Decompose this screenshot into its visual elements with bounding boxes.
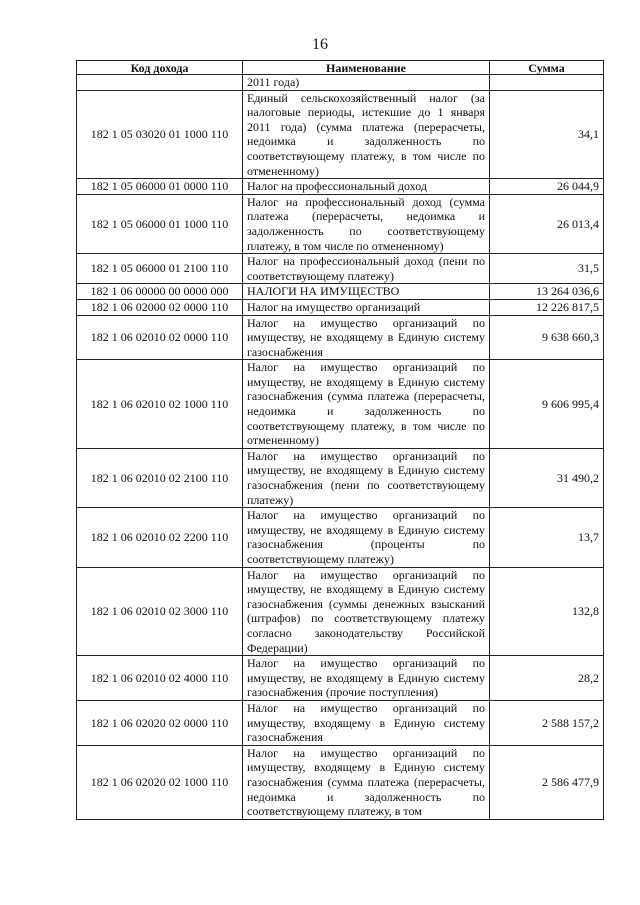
income-name: Налог на имущество организаций по имуществу, входящему в Единую систему газоснабжения — [243, 700, 490, 745]
income-name: Налог на имущество организаций по имуществу, не входящему в Единую систему газоснабжения (суммы денежных взысканий (штрафов) по соответствующему платежу согласно законодательству Российской Федерации) — [243, 567, 490, 656]
page-number: 16 — [312, 36, 328, 53]
table-row — [77, 315, 604, 360]
income-code: 182 1 05 06000 01 2100 110 — [77, 254, 243, 284]
income-name: Единый сельскохозяйственный налог (за налоговые периоды, истекшие до 1 января 2011 года) (сумма платежа (перерасчеты, недоимка и задолженность по соответствующему платежу, в том числе по отмененному) — [243, 90, 490, 179]
table-row — [77, 299, 604, 315]
income-code: 182 1 06 00000 00 0000 000 — [77, 284, 243, 300]
table-row — [77, 75, 604, 91]
header-code: Код дохода — [77, 61, 243, 75]
income-name: Налог на имущество организаций по имуществу, не входящему в Единую систему газоснабжения — [243, 315, 490, 360]
table-row — [77, 90, 604, 179]
income-code: 182 1 05 06000 01 0000 110 — [77, 179, 243, 195]
income-sum: 28,2 — [490, 656, 604, 701]
table-row — [77, 179, 604, 195]
income-sum: 2 586 477,9 — [490, 745, 604, 819]
table-row — [77, 284, 604, 300]
header-name: Наименование — [243, 61, 490, 75]
table-header-row — [77, 61, 604, 75]
income-code: 182 1 05 03020 01 1000 110 — [77, 90, 243, 179]
income-name: Налог на имущество организаций — [243, 299, 490, 315]
table-row — [77, 656, 604, 701]
income-name: Налог на имущество организаций по имуществу, входящему в Единую систему газоснабжения (сумма платежа (перерасчеты, недоимка и задолженность по соответствующему платежу, в том — [243, 745, 490, 819]
income-sum: 26 044,9 — [490, 179, 604, 195]
table-row — [77, 194, 604, 253]
income-sum: 31 490,2 — [490, 448, 604, 507]
income-name: НАЛОГИ НА ИМУЩЕСТВО — [243, 284, 490, 300]
income-sum: 2 588 157,2 — [490, 700, 604, 745]
income-sum: 9 638 660,3 — [490, 315, 604, 360]
header-sum: Сумма — [490, 61, 604, 75]
income-name: Налог на профессиональный доход (сумма платежа (перерасчеты, недоимка и задолженность по соответствующему платежу, в том числе по отмененному) — [243, 194, 490, 253]
table-row — [77, 448, 604, 507]
income-sum: 9 606 995,4 — [490, 360, 604, 449]
income-code: 182 1 06 02020 02 0000 110 — [77, 700, 243, 745]
income-code: 182 1 06 02000 02 0000 110 — [77, 299, 243, 315]
table-row — [77, 360, 604, 449]
income-code — [77, 75, 243, 91]
income-name: Налог на имущество организаций по имуществу, не входящему в Единую систему газоснабжения (проценты по соответствующему платежу) — [243, 508, 490, 567]
table-row — [77, 700, 604, 745]
income-code: 182 1 06 02010 02 1000 110 — [77, 360, 243, 449]
income-code: 182 1 05 06000 01 1000 110 — [77, 194, 243, 253]
income-name: Налог на имущество организаций по имуществу, не входящему в Единую систему газоснабжения (прочие поступления) — [243, 656, 490, 701]
income-code: 182 1 06 02020 02 1000 110 — [77, 745, 243, 819]
income-code: 182 1 06 02010 02 2100 110 — [77, 448, 243, 507]
table-row — [77, 254, 604, 284]
income-sum — [490, 75, 604, 91]
table-row — [77, 745, 604, 819]
income-name: Налог на имущество организаций по имуществу, не входящему в Единую систему газоснабжения (сумма платежа (перерасчеты, недоимка и задолженность по соответствующему платежу, в том числе по отмененному) — [243, 360, 490, 449]
income-sum: 132,8 — [490, 567, 604, 656]
income-sum: 34,1 — [490, 90, 604, 179]
income-name: 2011 года) — [243, 75, 490, 91]
income-name: Налог на имущество организаций по имуществу, не входящему в Единую систему газоснабжения (пени по соответствующему платежу) — [243, 448, 490, 507]
income-code: 182 1 06 02010 02 3000 110 — [77, 567, 243, 656]
income-code: 182 1 06 02010 02 2200 110 — [77, 508, 243, 567]
income-code: 182 1 06 02010 02 4000 110 — [77, 656, 243, 701]
income-sum: 13,7 — [490, 508, 604, 567]
income-sum: 31,5 — [490, 254, 604, 284]
income-name: Налог на профессиональный доход (пени по соответствующему платежу) — [243, 254, 490, 284]
income-name: Налог на профессиональный доход — [243, 179, 490, 195]
table-row — [77, 567, 604, 656]
income-sum: 13 264 036,6 — [490, 284, 604, 300]
income-code: 182 1 06 02010 02 0000 110 — [77, 315, 243, 360]
income-sum: 12 226 817,5 — [490, 299, 604, 315]
table-row — [77, 508, 604, 567]
revenue-table — [76, 60, 604, 820]
income-sum: 26 013,4 — [490, 194, 604, 253]
